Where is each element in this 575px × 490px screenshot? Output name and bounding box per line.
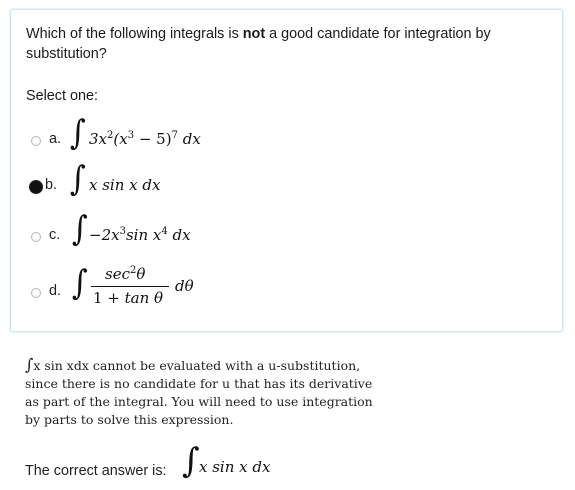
option-c-label: c. xyxy=(49,227,61,243)
fraction-denominator: 1 + tan θ xyxy=(93,289,164,307)
feedback-line: ∫x sin xdx cannot be evaluated with a u-substitution, xyxy=(25,355,361,374)
integral-sign: ∫ xyxy=(25,355,34,374)
option-a-radio[interactable] xyxy=(31,136,41,146)
select-one-label: Select one: xyxy=(26,88,99,104)
integral-sign: ∫ xyxy=(71,209,88,249)
option-c-expression: $-2x^3\sin$ $x^4$ dx xyxy=(89,226,191,244)
fraction-bar xyxy=(91,286,169,287)
question-emphasis: not xyxy=(242,26,266,42)
feedback-line: by parts to solve this expression. xyxy=(25,412,234,427)
feedback-line: since there is no candidate for u that has its derivative xyxy=(25,376,373,391)
question-card xyxy=(10,9,563,332)
differential: dθ xyxy=(175,277,194,295)
option-d-label: d. xyxy=(49,283,62,299)
integral-sign: ∫ xyxy=(69,159,86,199)
option-a-label: a. xyxy=(49,131,62,147)
option-b-expression: x sin x dx xyxy=(89,176,161,194)
fraction-numerator: $\sec^2\theta$ xyxy=(105,265,146,283)
question-text xyxy=(26,24,546,64)
correct-answer-expression: x sin x dx xyxy=(199,458,271,476)
correct-answer-label: The correct answer is: xyxy=(25,463,167,479)
question-text-part: Which of the following integrals is xyxy=(26,26,243,42)
integral-sign: ∫ xyxy=(71,263,88,303)
integral-sign: ∫ xyxy=(69,113,86,153)
option-d-radio[interactable] xyxy=(31,288,41,298)
integral-sign: ∫ xyxy=(182,441,200,481)
question-text-part: a good candidate for integration by substitution? xyxy=(26,26,491,62)
option-c-radio[interactable] xyxy=(31,232,41,242)
option-b-radio-selected[interactable] xyxy=(29,180,43,194)
feedback-text xyxy=(25,356,385,429)
option-b-label: b. xyxy=(45,177,58,193)
option-a-expression: $3x^2(x^3 - 5)^7$ dx xyxy=(89,130,201,148)
feedback-line: as part of the integral. You will need to use integration xyxy=(25,394,373,409)
